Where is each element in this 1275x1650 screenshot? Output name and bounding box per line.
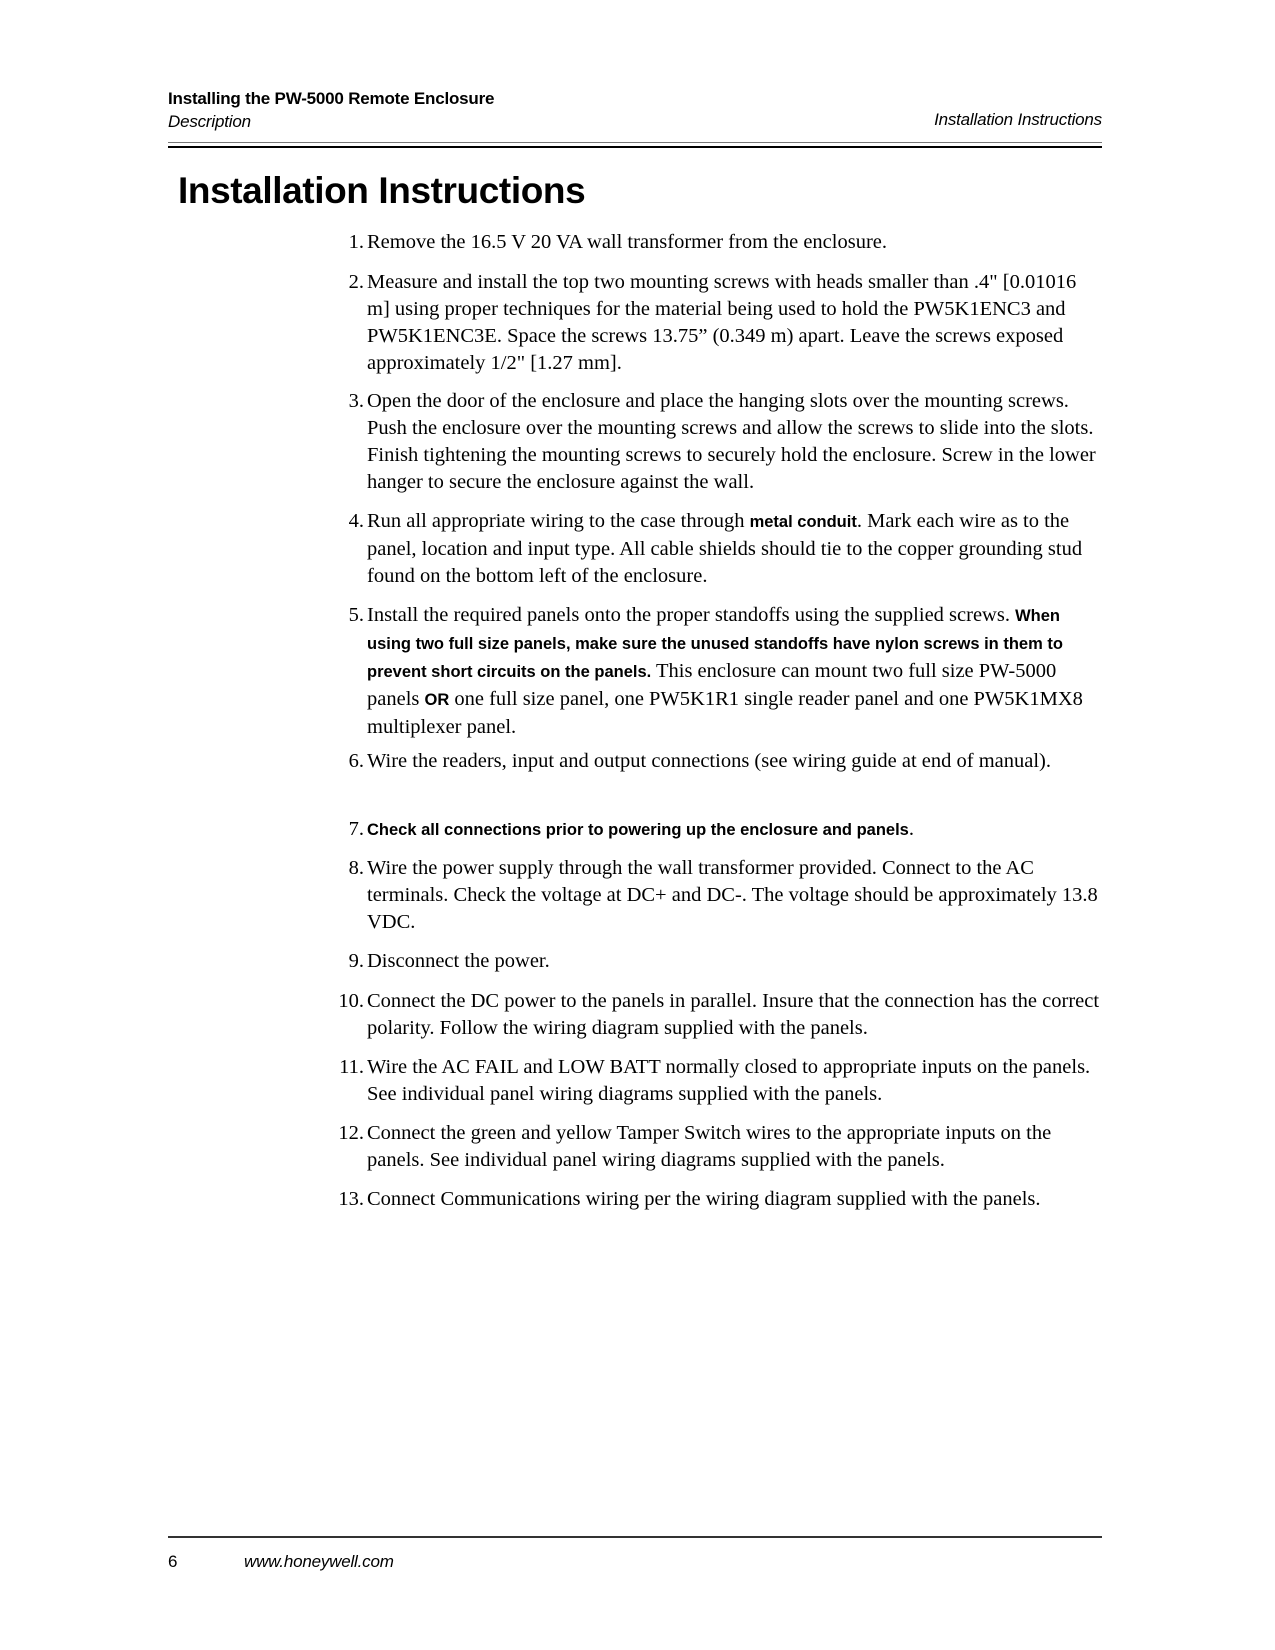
step-emphasis: metal conduit [749, 513, 857, 531]
step-number: 5. [348, 604, 364, 626]
step-text-run: Remove the 16.5 V 20 VA wall transformer from the enclosure. [367, 231, 887, 253]
step-text [367, 229, 1102, 256]
step-number: 6. [348, 750, 364, 772]
step-text-run: . [908, 818, 914, 840]
step-number: 11. [339, 1056, 364, 1078]
step-text [367, 269, 1102, 377]
header-rule-thick [168, 146, 1102, 148]
step-text [367, 388, 1102, 496]
step-text-run: Run all appropriate wiring to the case through [367, 510, 750, 532]
step-text-run: Connect the DC power to the panels in parallel. Insure that the connection has the correct polarity. Follow the wiring diagram supplied with the panels. [367, 990, 1100, 1039]
step-number: 12. [338, 1122, 364, 1144]
footer-rule [168, 1536, 1102, 1538]
step-text [367, 1054, 1102, 1108]
step-number: 4. [348, 510, 364, 532]
step-number: 1. [348, 231, 364, 253]
page-number: 6 [168, 1552, 178, 1571]
step-emphasis: Check all connections prior to powering up the enclosure and panels [367, 821, 909, 839]
step-text [367, 1120, 1102, 1174]
step-text-run: Connect Communications wiring per the wiring diagram supplied with the panels. [367, 1188, 1041, 1210]
step-text [367, 508, 1102, 590]
step-text-run: Open the door of the enclosure and place the hanging slots over the mounting screws. Push the enclosure over the mounting screws and allow the screws to slide into the slots. Finish tightening the mounting screws to securely hold the enclosure. Screw in the lower hanger to secure the enclosure against the wall. [367, 390, 1096, 493]
step-text-run: Wire the readers, input and output connections (see wiring guide at end of manual). [367, 750, 1051, 772]
step-number: 2. [348, 271, 364, 293]
running-header-section: Installation Instructions [934, 110, 1102, 129]
step-number: 9. [348, 950, 364, 972]
step-text-run: one full size panel, one PW5K1R1 single reader panel and one PW5K1MX8 multiplexer panel. [367, 688, 1083, 738]
step-text [367, 602, 1102, 741]
step-text [367, 948, 1102, 975]
header-rule-thin [168, 142, 1102, 143]
step-text [367, 1186, 1102, 1213]
step-emphasis: OR [424, 691, 450, 709]
step-number: 7. [348, 818, 364, 840]
step-number: 13. [338, 1188, 364, 1210]
step-text-run: Disconnect the power. [367, 950, 550, 972]
step-text-run: Wire the power supply through the wall transformer provided. Connect to the AC terminals. Check the voltage at DC+ and DC-. The voltage should be approximately 13.8 VDC. [367, 857, 1098, 933]
step-text-run: Measure and install the top two mounting screws with heads smaller than .4" [0.01016 m] using proper techniques for the material being used to hold the PW5K1ENC3 and PW5K1ENC3E. Space the screws 13.75” (0.349 m) apart. Leave the screws exposed approximately 1/2" [1.27 mm]. [367, 271, 1077, 374]
step-text [367, 816, 1102, 844]
step-text-run: This enclosure can mount two full size PW-5000 panels [367, 660, 1057, 710]
step-number: 10. [338, 990, 364, 1012]
running-header-title: Installing the PW-5000 Remote Enclosure [168, 89, 495, 108]
step-text-run: Connect the green and yellow Tamper Switch wires to the appropriate inputs on the panels. See individual panel wiring diagrams supplied with the panels. [367, 1122, 1052, 1171]
step-text-run: . Mark each wire as to the panel, location and input type. All cable shields should tie to the copper grounding stud found on the bottom left of the enclosure. [367, 510, 1083, 587]
footer-url: www.honeywell.com [244, 1552, 394, 1571]
step-text [367, 988, 1102, 1042]
step-text-run: Install the required panels onto the proper standoffs using the supplied screws. [367, 604, 1016, 626]
step-emphasis: When using two full size panels, make sure the unused standoffs have nylon screws in them to prevent short circuits on the panels. [367, 607, 1063, 681]
running-header-subtitle: Description [168, 112, 251, 131]
step-number: 3. [348, 390, 364, 412]
page-title: Installation Instructions [178, 170, 586, 211]
step-text-run: Wire the AC FAIL and LOW BATT normally closed to appropriate inputs on the panels. See individual panel wiring diagrams supplied with the panels. [367, 1056, 1091, 1105]
step-text [367, 855, 1102, 936]
step-number: 8. [348, 857, 364, 879]
step-text [367, 748, 1102, 775]
